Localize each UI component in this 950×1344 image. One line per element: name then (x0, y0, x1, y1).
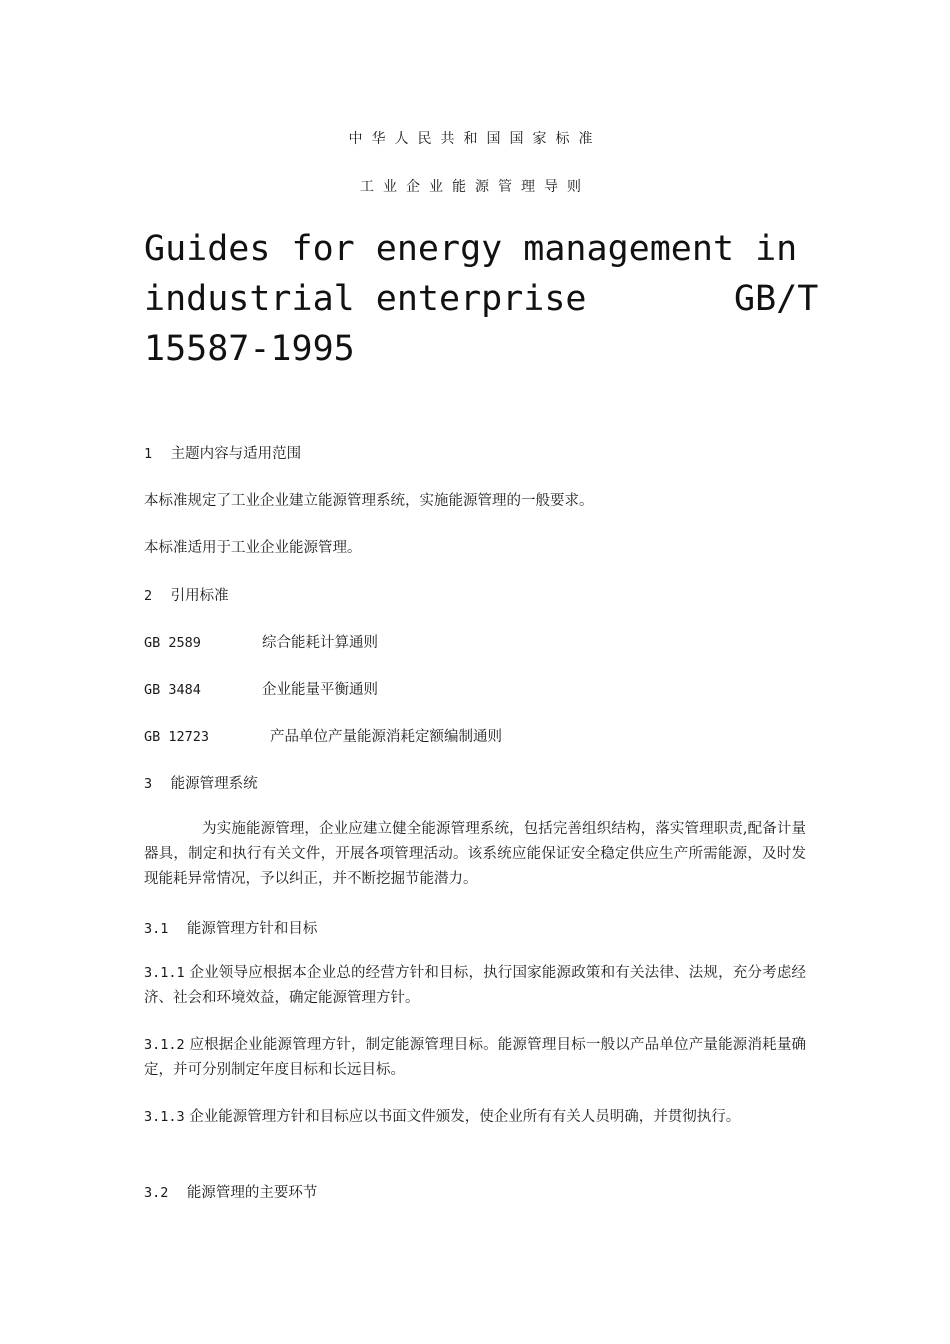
section-title: 引用标准 (170, 588, 229, 604)
paragraph-scope: 本标准规定了工业企业建立能源管理系统，实施能源管理的一般要求。 (144, 493, 594, 509)
reference-code: GB 3484 (144, 682, 201, 698)
section-number: 1 (144, 446, 153, 462)
section-title: 能源管理的主要环节 (186, 1185, 318, 1201)
reference-name: 企业能量平衡通则 (262, 682, 378, 698)
clause-text: 企业领导应根据本企业总的经营方针和目标，执行国家能源政策和有关法律、法规，充分考虑经济、社会和环境效益，确定能源管理方针。 (144, 965, 806, 1006)
section-3-1-heading (144, 917, 317, 938)
english-title-line-3: 15587-1995 (144, 329, 355, 369)
reference-name: 综合能耗计算通则 (262, 635, 378, 651)
reference-name: 产品单位产量能源消耗定额编制通则 (270, 729, 502, 745)
reference-item (144, 631, 378, 652)
section-number: 3.2 (144, 1185, 169, 1201)
clause-3-1-2 (144, 1033, 806, 1083)
clause-number: 3.1.3 (144, 1109, 185, 1125)
clause-text: 应根据企业能源管理方针，制定能源管理目标。能源管理目标一般以产品单位产量能源消耗量确定，并可分别制定年度目标和长远目标。 (144, 1037, 806, 1078)
section-title: 能源管理方针和目标 (186, 921, 318, 937)
english-title-line-2: industrial enterprise GB/T (144, 279, 819, 319)
clause-number: 3.1.2 (144, 1037, 185, 1053)
section-title: 主题内容与适用范围 (170, 446, 302, 462)
paragraph-energy-management-system (144, 817, 806, 892)
clause-number: 3.1.1 (144, 965, 185, 981)
reference-item (144, 725, 502, 746)
section-3-2-heading (144, 1181, 317, 1202)
section-1-heading (144, 442, 301, 463)
section-title: 能源管理系统 (170, 776, 258, 792)
paragraph-text: 为实施能源管理，企业应建立健全能源管理系统，包括完善组织结构，落实管理职责,配备计量器具，制定和执行有关文件，开展各项管理活动。该系统应能保证安全稳定供应生产所需能源，及时发现能耗异常情况，予以纠正，并不断挖掘节能潜力。 (144, 821, 806, 887)
national-standard-header: 中华人民共和国国家标准 (348, 131, 602, 147)
reference-code: GB 12723 (144, 729, 210, 745)
section-2-heading (144, 584, 229, 605)
clause-text: 企业能源管理方针和目标应以书面文件颁发，使企业所有有关人员明确，并贯彻执行。 (189, 1109, 741, 1125)
english-title-line-1: Guides for energy management in (144, 229, 798, 269)
standard-chinese-title: 工业企业能源管理导则 (360, 179, 590, 195)
section-number: 3.1 (144, 921, 169, 937)
english-title (144, 224, 819, 374)
section-number: 3 (144, 776, 153, 792)
reference-code: GB 2589 (144, 635, 201, 651)
reference-item (144, 678, 378, 699)
section-3-heading (144, 772, 258, 793)
clause-3-1-1 (144, 961, 806, 1011)
paragraph-applicability: 本标准适用于工业企业能源管理。 (144, 540, 362, 556)
clause-3-1-3 (144, 1105, 806, 1130)
section-number: 2 (144, 588, 153, 604)
